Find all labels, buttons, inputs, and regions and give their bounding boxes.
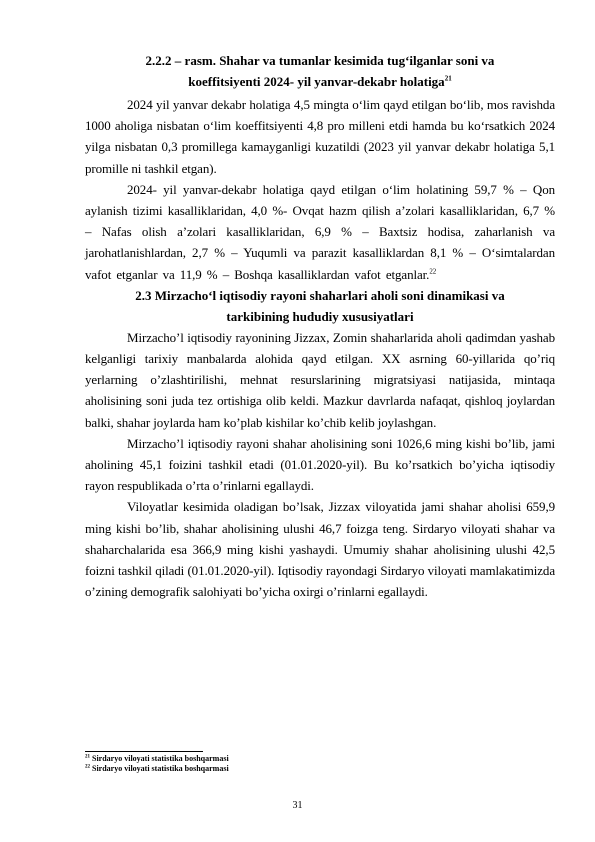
page-content [85,50,555,602]
figure-caption-line-2 [85,71,555,92]
section-heading-line-1: 2.3 Mirzacho‘l iqtisodiy rayoni shaharlari aholi soni dinamikasi va [135,287,505,303]
footnote-text: Sirdaryo viloyati statistika boshqarmasi [92,764,229,773]
footnotes [85,754,555,774]
footnote-separator [85,751,203,752]
footnote-ref-21: 21 [444,74,452,83]
section-heading [85,285,555,327]
paragraph-death-causes [85,179,555,285]
footnote-22 [85,764,555,774]
figure-caption-heading [85,50,555,92]
figure-caption-line-2-text: koeffitsiyenti 2024- yil yanvar-dekabr holatiga [188,74,445,89]
section-heading-line-2: tarkibining hududiy xususiyatlari [226,308,414,324]
footnote-number: 21 [85,754,90,760]
footnote-number: 22 [85,764,90,770]
page-number: 31 [292,800,303,811]
figure-caption-line-1: 2.2.2 – rasm. Shahar va tumanlar kesimida tug‘ilganlar soni va [145,53,495,68]
footnote-ref-22: 22 [429,267,437,276]
paragraph-regional-comparison: Viloyatlar kesimida oladigan bo’lsak, Jizzax viloyatida jami shahar aholisi 659,9 ming kishi bo’lib, shahar aholisining ulushi 46,7 foizga teng. Sirdaryo viloyati shahar va shaharchalarida esa 366,9 ming kishi yashaydi. Umumiy shahar aholisining ulushi 42,5 foizni tashkil qiladi (01.01.2020-yil). Iqtisodiy rayondagi Sirdaryo viloyati mamlakatimizda o’zining demografik salohiyati bo’yicha oxirgi o’rinlarni egallaydi. [85,499,555,600]
footnote-text: Sirdaryo viloyati statistika boshqarmasi [92,754,229,763]
paragraph-death-causes-text: 2024- yil yanvar-dekabr holatiga qayd etilgan o‘lim holatining 59,7 % – Qon aylanish tizimi kasalliklaridan, 4,0 %- Ovqat hazm qilish a’zolari kasalliklaridan, 6,7 % – Nafas olish a’zolari kasalliklaridan, 6,9 % – Baxtsiz hodisa, zaharlanish va jarohatlanishlardan, 2,7 % – Yuqumli va parazit kasalliklardan 8,1 % – O‘simtalardan vafot etganlar va 11,9 % – Boshqa kasalliklardan vafot etganlar. [85,181,555,282]
footnote-21 [85,754,555,764]
paragraph-history: Mirzacho’l iqtisodiy rayonining Jizzax, Zomin shaharlarida aholi qadimdan yashab kelganligi tarixiy manbalarda alohida qayd etilgan. XX asrning 60-yillarida qo’riq yerlarning o’zlashtirilishi, mehnat resurslarining migratsiyasi natijasida, mintaqa aholisining soni juda tez ortishiga olib keldi. Mazkur davrlarda nafaqat, qishloq joylardan balki, shahar joylarda ham ko’plab kishilar ko’chib kelib joylashgan. [85,329,555,430]
paragraph-mortality-rate: 2024 yil yanvar dekabr holatiga 4,5 mingta o‘lim qayd etilgan bo‘lib, mos ravishda 1000 aholiga nisbatan o‘lim koeffitsiyenti 4,8 pro milleni etdi hamda bu ko‘rsatkich 2024 yilga nisbatan 0,3 promillega kamayganligi kuzatildi (2023 yil yanvar dekabr holatiga 5,1 promille ni tashkil etgan). [85,97,555,176]
paragraph-urban-population: Mirzacho’l iqtisodiy rayoni shahar aholisining soni 1026,6 ming kishi bo’lib, jami aholining 45,1 foizini tashkil etadi (01.01.2020-yil). Bu ko’rsatkich bo’yicha iqtisodiy rayon respublikada o’rta o’rinlarni egallaydi. [85,435,555,494]
